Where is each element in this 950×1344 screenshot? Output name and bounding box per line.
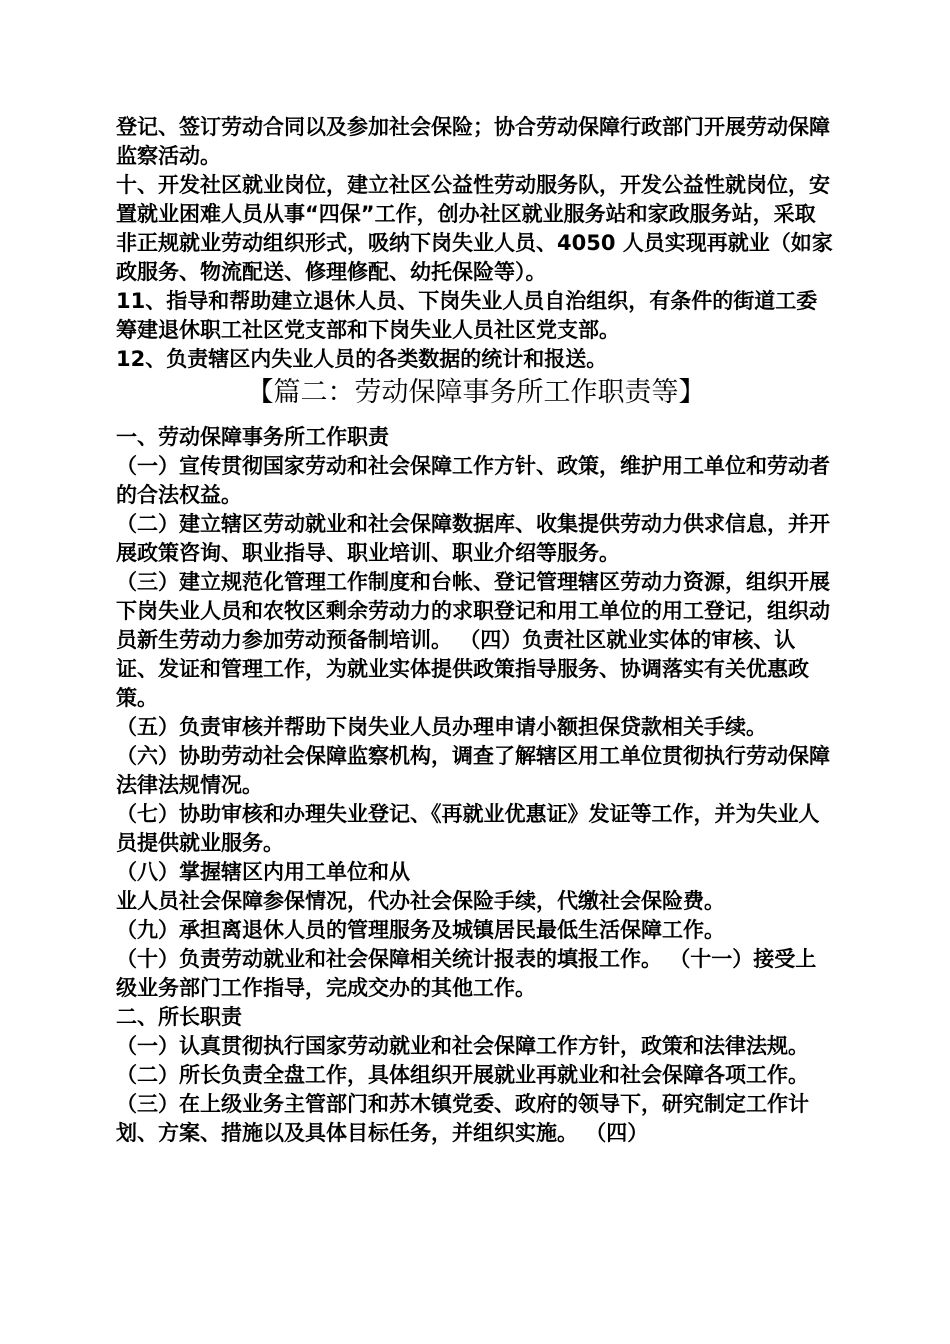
paragraph: （五）负责审核并帮助下岗失业人员办理申请小额担保贷款相关手续。 bbox=[116, 715, 767, 739]
paragraph: （三）建立规范化管理工作制度和台帐、登记管理辖区劳动力资源，组织开展下岗失业人员和农牧区剩余劳动力的求职登记和用工单位的用工登记，组织动员新生劳动力参加劳动预备制培训。 （四）负责社区就业实体的审核、认证、发证和管理工作，为就业实体提供政策指导服务、协调落实有关优惠政策。 bbox=[116, 570, 830, 710]
paragraph: 十、开发社区就业岗位，建立社区公益性劳动服务队，开发公益性就岗位，安置就业困难人员从事“四保”工作，创办社区就业服务站和家政服务站，采取非正规就业劳动组织形式，吸纳下岗失业人员、4050 人员实现再就业（如家政服务、物流配送、修理修配、幼托保险等）。 bbox=[116, 173, 833, 284]
paragraph: 登记、签订劳动合同以及参加社会保险；协合劳动保障行政部门开展劳动保障监察活动。 bbox=[116, 115, 830, 168]
section-title: 【篇二：劳动保障事务所工作职责等】 bbox=[246, 377, 706, 408]
paragraph: 业人员社会保障参保情况，代办社会保险手续，代缴社会保险费。 bbox=[116, 889, 725, 913]
paragraph: （一）宣传贯彻国家劳动和社会保障工作方针、政策，维护用工单位和劳动者的合法权益。 bbox=[116, 454, 830, 507]
paragraph: （三）在上级业务主管部门和苏木镇党委、政府的领导下，研究制定工作计划、方案、措施以及具体目标任务，并组织实施。 （四） bbox=[116, 1092, 809, 1145]
document-body bbox=[116, 113, 836, 1148]
paragraph: （八）掌握辖区内用工单位和从 bbox=[116, 860, 410, 884]
paragraph: （九）承担离退休人员的管理服务及城镇居民最低生活保障工作。 bbox=[116, 918, 725, 942]
paragraph: 12、负责辖区内失业人员的各类数据的统计和报送。 bbox=[116, 347, 608, 371]
section-heading: 二、所长职责 bbox=[116, 1005, 242, 1029]
paragraph: （七）协助审核和办理失业登记、《再就业优惠证》发证等工作，并为失业人员提供就业服务。 bbox=[116, 802, 820, 855]
section-heading: 一、劳动保障事务所工作职责 bbox=[116, 425, 389, 449]
paragraph: （二）建立辖区劳动就业和社会保障数据库、收集提供劳动力供求信息，并开展政策咨询、职业指导、职业培训、职业介绍等服务。 bbox=[116, 512, 830, 565]
paragraph: 11、指导和帮助建立退休人员、下岗失业人员自治组织，有条件的街道工委筹建退休职工社区党支部和下岗失业人员社区党支部。 bbox=[116, 289, 818, 342]
paragraph: （一）认真贯彻执行国家劳动就业和社会保障工作方针，政策和法律法规。 bbox=[116, 1034, 809, 1058]
paragraph: （二）所长负责全盘工作，具体组织开展就业再就业和社会保障各项工作。 bbox=[116, 1063, 809, 1087]
paragraph: （六）协助劳动社会保障监察机构，调查了解辖区用工单位贯彻执行劳动保障法律法规情况。 bbox=[116, 744, 830, 797]
paragraph: （十）负责劳动就业和社会保障相关统计报表的填报工作。 （十一）接受上级业务部门工作指导，完成交办的其他工作。 bbox=[116, 947, 817, 1000]
